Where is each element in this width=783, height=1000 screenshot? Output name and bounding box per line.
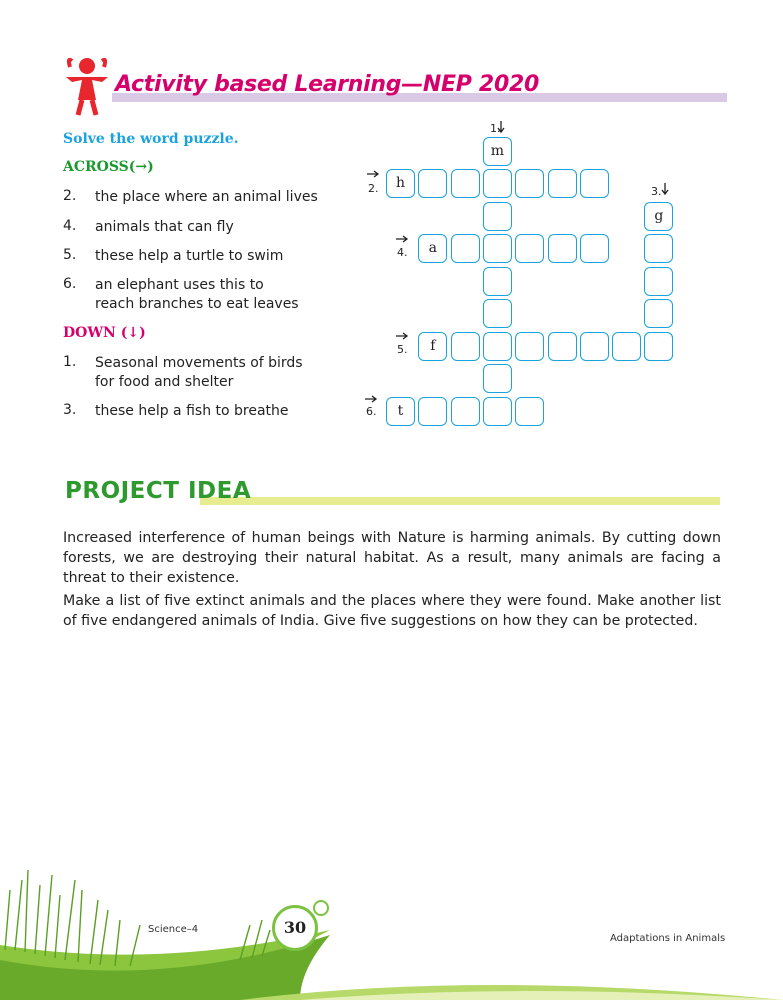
project-paragraph-2: Make a list of five extinct animals and the places where they were found. Make another list of five endangered animals of India. Give five suggestions on how they can be protected.: [63, 593, 721, 629]
clue-label-1: 1.: [490, 122, 501, 135]
crossword-cell[interactable]: [483, 299, 512, 328]
project-paragraph-1: Increased interference of human beings with Nature is harming animals. By cutting down forests, we are destroying their natural habitat. As a result, many animals are facing a threat to their existence.: [63, 530, 721, 586]
crossword-cell[interactable]: f: [418, 332, 447, 361]
crossword-cell[interactable]: [548, 332, 577, 361]
decor-circle: [313, 900, 329, 916]
crossword-cell[interactable]: m: [483, 137, 512, 166]
crossword-cell[interactable]: [483, 364, 512, 393]
page-number: 30: [272, 905, 318, 951]
across-heading: ACROSS(→): [63, 159, 154, 175]
down-clue-text: Seasonal movements of birds for food and shelter: [95, 355, 303, 390]
across-clue-text: the place where an animal lives: [95, 189, 318, 205]
crossword-cell[interactable]: g: [644, 202, 673, 231]
crossword-cell[interactable]: [483, 202, 512, 231]
crossword-cell[interactable]: [515, 332, 544, 361]
footer-chapter-name: Adaptations in Animals: [610, 933, 726, 944]
crossword-cell[interactable]: [483, 397, 512, 426]
clue-label-5: 5.: [397, 343, 408, 356]
across-clue-number: 5.: [63, 247, 77, 263]
crossword-cell[interactable]: [418, 397, 447, 426]
crossword-cell[interactable]: [548, 234, 577, 263]
crossword-cell[interactable]: [644, 332, 673, 361]
crossword-cell[interactable]: [580, 234, 609, 263]
across-clue-text: an elephant uses this to reach branches to eat leaves: [95, 277, 299, 312]
right-arrow-icon: [395, 235, 409, 243]
right-arrow-icon: [395, 332, 409, 340]
crossword-cell[interactable]: [451, 169, 480, 198]
crossword-cell[interactable]: [483, 234, 512, 263]
crossword-cell[interactable]: [515, 169, 544, 198]
clue-label-2: 2.: [368, 182, 379, 195]
down-heading: DOWN (↓): [63, 325, 146, 341]
grass-decoration: [0, 850, 783, 1000]
crossword-cell[interactable]: [483, 169, 512, 198]
crossword-cell[interactable]: h: [386, 169, 415, 198]
clue-label-3: 3.: [651, 185, 662, 198]
down-clue-number: 1.: [63, 354, 77, 370]
crossword-cell[interactable]: [483, 332, 512, 361]
right-arrow-icon: [366, 170, 380, 178]
clue-label-6: 6.: [366, 405, 377, 418]
page-header-title: Activity based Learning—NEP 2020: [115, 72, 539, 97]
puzzle-instruction: Solve the word puzzle.: [63, 131, 239, 147]
across-clue-number: 2.: [63, 188, 77, 204]
crossword-cell[interactable]: [644, 299, 673, 328]
crossword-cell[interactable]: t: [386, 397, 415, 426]
across-clue-text: these help a turtle to swim: [95, 248, 284, 264]
crossword-cell[interactable]: [644, 267, 673, 296]
down-clue-text: these help a fish to breathe: [95, 403, 289, 419]
project-band: [200, 497, 720, 505]
crossword-cell[interactable]: [612, 332, 641, 361]
crossword-cell[interactable]: [580, 332, 609, 361]
crossword-cell[interactable]: [451, 234, 480, 263]
crossword-cell[interactable]: [548, 169, 577, 198]
down-arrow-icon: [661, 182, 669, 196]
down-clue-number: 3.: [63, 402, 77, 418]
footer-book-name: Science–4: [148, 924, 199, 935]
project-title: PROJECT IDEA: [65, 478, 252, 504]
crossword-cell[interactable]: [451, 397, 480, 426]
across-clue-number: 6.: [63, 276, 77, 292]
across-clue-number: 4.: [63, 218, 77, 234]
clue-label-4: 4.: [397, 246, 408, 259]
crossword-cell[interactable]: [418, 169, 447, 198]
right-arrow-icon: [364, 395, 378, 403]
crossword-cell[interactable]: [644, 234, 673, 263]
crossword-cell[interactable]: [580, 169, 609, 198]
down-arrow-icon: [497, 120, 505, 134]
crossword-cell[interactable]: [515, 234, 544, 263]
across-clue-text: animals that can fly: [95, 219, 234, 235]
girl-mascot-icon: [62, 55, 112, 117]
crossword-cell[interactable]: [483, 267, 512, 296]
crossword-cell[interactable]: [451, 332, 480, 361]
crossword-cell[interactable]: a: [418, 234, 447, 263]
crossword-cell[interactable]: [515, 397, 544, 426]
